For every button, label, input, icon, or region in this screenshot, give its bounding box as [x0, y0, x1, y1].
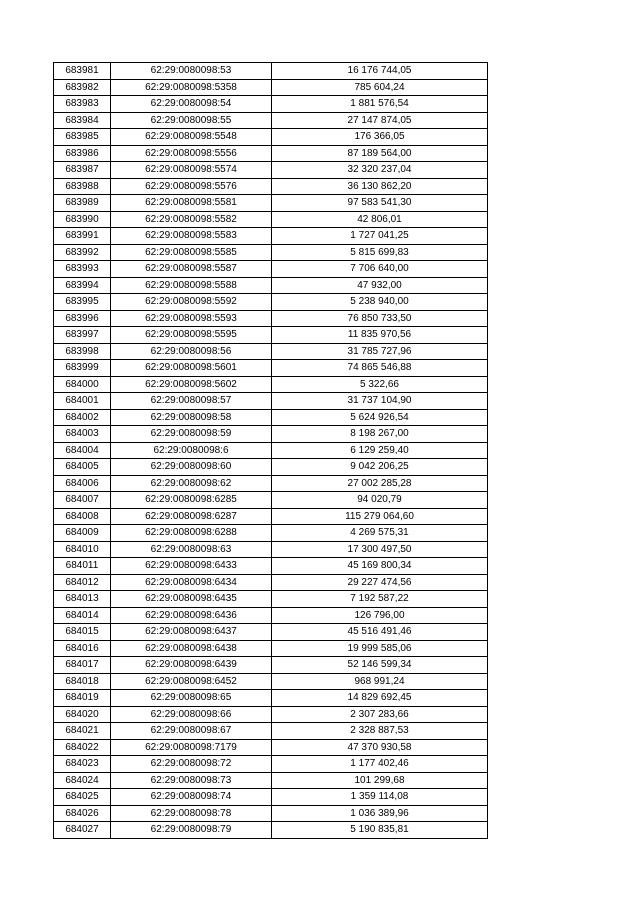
cadastral-value-cell: 87 189 564,00: [272, 145, 488, 162]
table-body: [54, 63, 488, 839]
table-row: [54, 79, 488, 96]
cadastral-number-cell: 62:29:0080098:5556: [111, 145, 272, 162]
row-number-cell: 683985: [54, 129, 111, 146]
row-number-cell: 684021: [54, 723, 111, 740]
row-number-cell: 684027: [54, 822, 111, 839]
table-row: [54, 145, 488, 162]
row-number-cell: 684006: [54, 475, 111, 492]
cadastral-value-cell: 16 176 744,05: [272, 63, 488, 80]
cadastral-number-cell: 62:29:0080098:6285: [111, 492, 272, 509]
table-row: [54, 739, 488, 756]
cadastral-value-cell: 6 129 259,40: [272, 442, 488, 459]
row-number-cell: 684007: [54, 492, 111, 509]
table-row: [54, 178, 488, 195]
row-number-cell: 683991: [54, 228, 111, 245]
cadastral-number-cell: 62:29:0080098:6436: [111, 607, 272, 624]
cadastral-number-cell: 62:29:0080098:6439: [111, 657, 272, 674]
row-number-cell: 684020: [54, 706, 111, 723]
cadastral-number-cell: 62:29:0080098:6: [111, 442, 272, 459]
cadastral-value-cell: 4 269 575,31: [272, 525, 488, 542]
row-number-cell: 684010: [54, 541, 111, 558]
table-row: [54, 525, 488, 542]
cadastral-value-cell: 14 829 692,45: [272, 690, 488, 707]
table-row: [54, 310, 488, 327]
row-number-cell: 683995: [54, 294, 111, 311]
row-number-cell: 684017: [54, 657, 111, 674]
row-number-cell: 684023: [54, 756, 111, 773]
table-row: [54, 574, 488, 591]
table-row: [54, 162, 488, 179]
cadastral-number-cell: 62:29:0080098:6435: [111, 591, 272, 608]
table-row: [54, 822, 488, 839]
cadastral-number-cell: 62:29:0080098:67: [111, 723, 272, 740]
row-number-cell: 683981: [54, 63, 111, 80]
row-number-cell: 684019: [54, 690, 111, 707]
cadastral-value-cell: 27 147 874,05: [272, 112, 488, 129]
row-number-cell: 683986: [54, 145, 111, 162]
cadastral-value-cell: 19 999 585,06: [272, 640, 488, 657]
table-row: [54, 360, 488, 377]
cadastral-number-cell: 62:29:0080098:79: [111, 822, 272, 839]
cadastral-value-cell: 52 146 599,34: [272, 657, 488, 674]
row-number-cell: 684015: [54, 624, 111, 641]
table-row: [54, 756, 488, 773]
cadastral-value-cell: 785 604,24: [272, 79, 488, 96]
cadastral-number-cell: 62:29:0080098:63: [111, 541, 272, 558]
cadastral-number-cell: 62:29:0080098:5585: [111, 244, 272, 261]
row-number-cell: 683984: [54, 112, 111, 129]
row-number-cell: 684004: [54, 442, 111, 459]
table-row: [54, 376, 488, 393]
row-number-cell: 684014: [54, 607, 111, 624]
cadastral-number-cell: 62:29:0080098:5592: [111, 294, 272, 311]
row-number-cell: 684012: [54, 574, 111, 591]
cadastral-value-cell: 5 238 940,00: [272, 294, 488, 311]
table-row: [54, 607, 488, 624]
row-number-cell: 684024: [54, 772, 111, 789]
row-number-cell: 684025: [54, 789, 111, 806]
table-row: [54, 129, 488, 146]
cadastral-number-cell: 62:29:0080098:66: [111, 706, 272, 723]
row-number-cell: 684005: [54, 459, 111, 476]
table-row: [54, 409, 488, 426]
cadastral-value-cell: 47 932,00: [272, 277, 488, 294]
cadastral-number-cell: 62:29:0080098:57: [111, 393, 272, 410]
cadastral-value-cell: 1 881 576,54: [272, 96, 488, 113]
cadastral-number-cell: 62:29:0080098:5581: [111, 195, 272, 212]
cadastral-number-cell: 62:29:0080098:6287: [111, 508, 272, 525]
row-number-cell: 684016: [54, 640, 111, 657]
table-row: [54, 343, 488, 360]
cadastral-number-cell: 62:29:0080098:62: [111, 475, 272, 492]
row-number-cell: 684022: [54, 739, 111, 756]
table-row: [54, 63, 488, 80]
cadastral-number-cell: 62:29:0080098:6433: [111, 558, 272, 575]
table-row: [54, 789, 488, 806]
table-row: [54, 426, 488, 443]
cadastral-number-cell: 62:29:0080098:53: [111, 63, 272, 80]
table-row: [54, 541, 488, 558]
table-row: [54, 690, 488, 707]
row-number-cell: 684013: [54, 591, 111, 608]
table-row: [54, 640, 488, 657]
table-row: [54, 508, 488, 525]
row-number-cell: 683988: [54, 178, 111, 195]
row-number-cell: 683997: [54, 327, 111, 344]
cadastral-value-cell: 36 130 862,20: [272, 178, 488, 195]
cadastral-number-cell: 62:29:0080098:56: [111, 343, 272, 360]
cadastral-value-cell: 8 198 267,00: [272, 426, 488, 443]
cadastral-value-cell: 101 299,68: [272, 772, 488, 789]
row-number-cell: 683989: [54, 195, 111, 212]
cadastral-number-cell: 62:29:0080098:5583: [111, 228, 272, 245]
cadastral-number-cell: 62:29:0080098:6288: [111, 525, 272, 542]
cadastral-number-cell: 62:29:0080098:54: [111, 96, 272, 113]
cadastral-value-cell: 45 516 491,46: [272, 624, 488, 641]
cadastral-number-cell: 62:29:0080098:78: [111, 805, 272, 822]
cadastral-value-cell: 32 320 237,04: [272, 162, 488, 179]
table-row: [54, 294, 488, 311]
cadastral-value-cell: 11 835 970,56: [272, 327, 488, 344]
cadastral-number-cell: 62:29:0080098:6438: [111, 640, 272, 657]
cadastral-number-cell: 62:29:0080098:58: [111, 409, 272, 426]
table-row: [54, 195, 488, 212]
row-number-cell: 683999: [54, 360, 111, 377]
table-row: [54, 327, 488, 344]
cadastral-number-cell: 62:29:0080098:5548: [111, 129, 272, 146]
row-number-cell: 683998: [54, 343, 111, 360]
table-row: [54, 261, 488, 278]
cadastral-value-cell: 1 036 389,96: [272, 805, 488, 822]
cadastral-value-cell: 97 583 541,30: [272, 195, 488, 212]
cadastral-value-cell: 31 785 727,96: [272, 343, 488, 360]
row-number-cell: 684011: [54, 558, 111, 575]
row-number-cell: 684000: [54, 376, 111, 393]
cadastral-value-cell: 2 307 283,66: [272, 706, 488, 723]
table-row: [54, 277, 488, 294]
table-row: [54, 96, 488, 113]
cadastral-number-cell: 62:29:0080098:5595: [111, 327, 272, 344]
cadastral-value-cell: 5 624 926,54: [272, 409, 488, 426]
cadastral-value-cell: 17 300 497,50: [272, 541, 488, 558]
table-row: [54, 228, 488, 245]
row-number-cell: 683987: [54, 162, 111, 179]
table-row: [54, 723, 488, 740]
cadastral-value-cell: 29 227 474,56: [272, 574, 488, 591]
cadastral-number-cell: 62:29:0080098:73: [111, 772, 272, 789]
cadastral-number-cell: 62:29:0080098:74: [111, 789, 272, 806]
cadastral-value-cell: 42 806,01: [272, 211, 488, 228]
cadastral-number-cell: 62:29:0080098:6434: [111, 574, 272, 591]
cadastral-number-cell: 62:29:0080098:6437: [111, 624, 272, 641]
row-number-cell: 683994: [54, 277, 111, 294]
table-row: [54, 393, 488, 410]
cadastral-value-cell: 45 169 800,34: [272, 558, 488, 575]
cadastral-number-cell: 62:29:0080098:5574: [111, 162, 272, 179]
cadastral-number-cell: 62:29:0080098:60: [111, 459, 272, 476]
table-row: [54, 558, 488, 575]
cadastral-value-cell: 31 737 104,90: [272, 393, 488, 410]
cadastral-number-cell: 62:29:0080098:5582: [111, 211, 272, 228]
cadastral-number-cell: 62:29:0080098:5587: [111, 261, 272, 278]
table-row: [54, 805, 488, 822]
cadastral-number-cell: 62:29:0080098:5576: [111, 178, 272, 195]
cadastral-value-cell: 115 279 064,60: [272, 508, 488, 525]
row-number-cell: 684026: [54, 805, 111, 822]
table-row: [54, 673, 488, 690]
cadastral-value-cell: 1 359 114,08: [272, 789, 488, 806]
row-number-cell: 684018: [54, 673, 111, 690]
cadastral-value-cell: 74 865 546,88: [272, 360, 488, 377]
row-number-cell: 684003: [54, 426, 111, 443]
cadastral-value-table: [53, 62, 488, 839]
cadastral-number-cell: 62:29:0080098:5588: [111, 277, 272, 294]
row-number-cell: 683993: [54, 261, 111, 278]
row-number-cell: 684009: [54, 525, 111, 542]
cadastral-number-cell: 62:29:0080098:5358: [111, 79, 272, 96]
cadastral-number-cell: 62:29:0080098:6452: [111, 673, 272, 690]
cadastral-number-cell: 62:29:0080098:5601: [111, 360, 272, 377]
cadastral-number-cell: 62:29:0080098:5593: [111, 310, 272, 327]
table-row: [54, 459, 488, 476]
cadastral-value-cell: 9 042 206,25: [272, 459, 488, 476]
cadastral-value-cell: 1 727 041,25: [272, 228, 488, 245]
cadastral-value-cell: 47 370 930,58: [272, 739, 488, 756]
table-row: [54, 591, 488, 608]
row-number-cell: 683992: [54, 244, 111, 261]
row-number-cell: 683996: [54, 310, 111, 327]
row-number-cell: 684002: [54, 409, 111, 426]
table-row: [54, 442, 488, 459]
cadastral-value-cell: 7 192 587,22: [272, 591, 488, 608]
table-row: [54, 211, 488, 228]
cadastral-value-cell: 968 991,24: [272, 673, 488, 690]
cadastral-value-cell: 94 020,79: [272, 492, 488, 509]
cadastral-value-cell: 176 366,05: [272, 129, 488, 146]
table-row: [54, 475, 488, 492]
table-row: [54, 772, 488, 789]
cadastral-value-cell: 5 322,66: [272, 376, 488, 393]
row-number-cell: 684001: [54, 393, 111, 410]
row-number-cell: 683990: [54, 211, 111, 228]
cadastral-value-cell: 27 002 285,28: [272, 475, 488, 492]
cadastral-number-cell: 62:29:0080098:55: [111, 112, 272, 129]
cadastral-number-cell: 62:29:0080098:7179: [111, 739, 272, 756]
table-row: [54, 706, 488, 723]
row-number-cell: 683982: [54, 79, 111, 96]
cadastral-value-cell: 5 190 835,81: [272, 822, 488, 839]
table-row: [54, 244, 488, 261]
cadastral-value-cell: 1 177 402,46: [272, 756, 488, 773]
cadastral-number-cell: 62:29:0080098:5602: [111, 376, 272, 393]
cadastral-number-cell: 62:29:0080098:72: [111, 756, 272, 773]
cadastral-number-cell: 62:29:0080098:59: [111, 426, 272, 443]
table-row: [54, 657, 488, 674]
cadastral-number-cell: 62:29:0080098:65: [111, 690, 272, 707]
row-number-cell: 684008: [54, 508, 111, 525]
cadastral-value-cell: 5 815 699,83: [272, 244, 488, 261]
table-row: [54, 112, 488, 129]
table-row: [54, 492, 488, 509]
cadastral-value-cell: 2 328 887,53: [272, 723, 488, 740]
table-row: [54, 624, 488, 641]
row-number-cell: 683983: [54, 96, 111, 113]
cadastral-value-cell: 76 850 733,50: [272, 310, 488, 327]
cadastral-value-cell: 126 796,00: [272, 607, 488, 624]
cadastral-value-cell: 7 706 640,00: [272, 261, 488, 278]
